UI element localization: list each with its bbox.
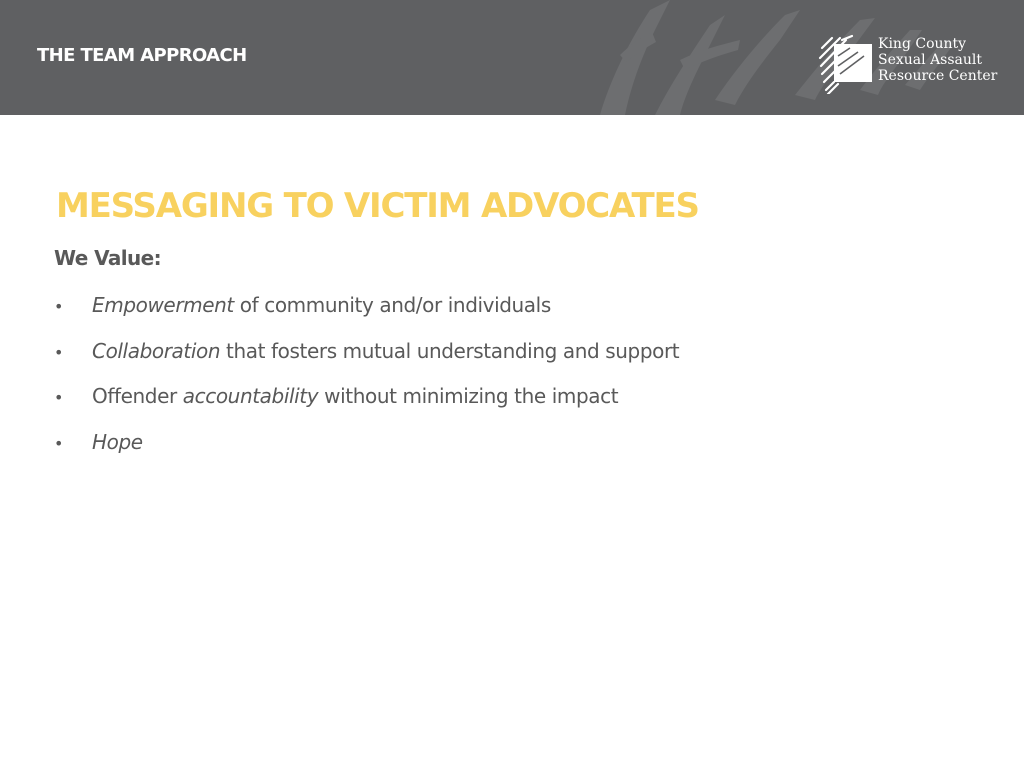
- emphasis-text: Hope: [92, 429, 143, 454]
- values-subheading: We Value:: [54, 246, 162, 270]
- bullet-marker: •: [54, 433, 64, 453]
- list-item-accountability: [54, 381, 679, 427]
- bullet-marker: •: [54, 388, 64, 407]
- logo-scribble-icon: [818, 34, 874, 94]
- logo-line-2: Sexual Assault: [878, 52, 983, 68]
- item-text: without minimizing the impact: [318, 384, 619, 408]
- emphasis-text: accountability: [182, 384, 319, 408]
- list-item-hope: [54, 427, 679, 473]
- logo-line-3: Resource Center: [878, 68, 998, 84]
- logo-line-1: King County: [878, 36, 967, 52]
- section-label: THE TEAM APPROACH: [37, 45, 247, 66]
- item-text: that fosters mutual understanding and support: [220, 338, 680, 363]
- slide-title: MESSAGING TO VICTIM ADVOCATES: [56, 186, 699, 226]
- bullet-marker: •: [54, 342, 64, 362]
- item-text: of community and/or individuals: [233, 293, 551, 317]
- emphasis-text: Empowerment: [92, 293, 234, 317]
- bullet-marker: •: [54, 297, 64, 316]
- emphasis-text: Collaboration: [92, 338, 221, 363]
- organization-logo: [818, 34, 998, 96]
- list-item-collaboration: [54, 336, 679, 382]
- header-bar: [0, 0, 1024, 115]
- logo-wordmark: [878, 36, 997, 84]
- item-lead-text: Offender: [92, 384, 183, 408]
- values-list: [54, 290, 679, 472]
- list-item-empowerment: [54, 290, 679, 336]
